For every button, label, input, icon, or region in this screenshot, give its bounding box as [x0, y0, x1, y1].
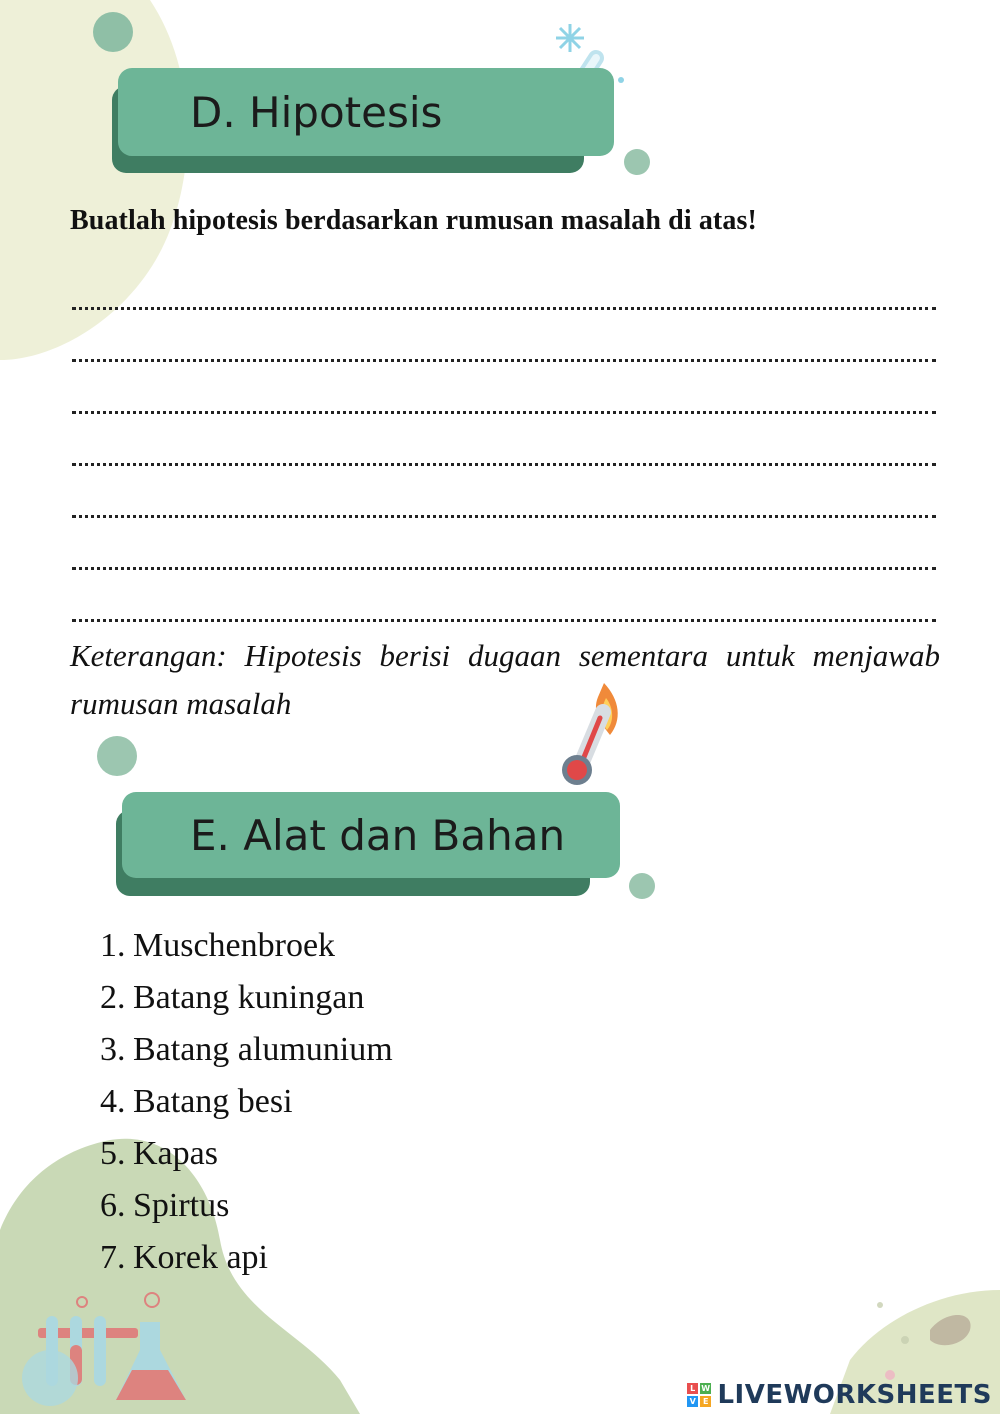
list-item: 2. Batang kuningan — [100, 979, 365, 1016]
section-e-banner — [116, 792, 620, 896]
section-d-banner — [112, 68, 614, 173]
list-item: 5. Kapas — [100, 1135, 218, 1172]
hypothesis-note: Keterangan: Hipotesis berisi dugaan sementara untuk menjawab rumusan masalah — [70, 638, 940, 721]
answer-line[interactable] — [70, 320, 940, 372]
dot-decoration — [93, 12, 133, 52]
section-d-title: D. Hipotesis — [190, 87, 443, 137]
answer-line[interactable] — [70, 580, 940, 632]
list-item: 6. Spirtus — [100, 1187, 230, 1224]
list-item: 3. Batang alumunium — [100, 1031, 393, 1068]
list-item: 4. Batang besi — [100, 1083, 293, 1120]
watermark-text: LIVEWORKSHEETS — [717, 1380, 992, 1410]
liveworksheets-logo-icon: L W V E — [687, 1383, 711, 1407]
hypothesis-instruction: Buatlah hipotesis berdasarkan rumusan masalah di atas! — [70, 205, 757, 236]
answer-line[interactable] — [70, 476, 940, 528]
answer-line[interactable] — [70, 424, 940, 476]
liveworksheets-watermark[interactable] — [687, 1380, 992, 1410]
answer-line[interactable] — [70, 372, 940, 424]
tools-materials-list — [100, 920, 393, 1284]
list-item: 1. Muschenbroek — [100, 927, 336, 964]
answer-line[interactable] — [70, 528, 940, 580]
hypothesis-answer-area[interactable] — [70, 268, 940, 632]
answer-line[interactable] — [70, 268, 940, 320]
section-e-title: E. Alat dan Bahan — [190, 810, 566, 860]
list-item: 7. Korek api — [100, 1239, 269, 1276]
